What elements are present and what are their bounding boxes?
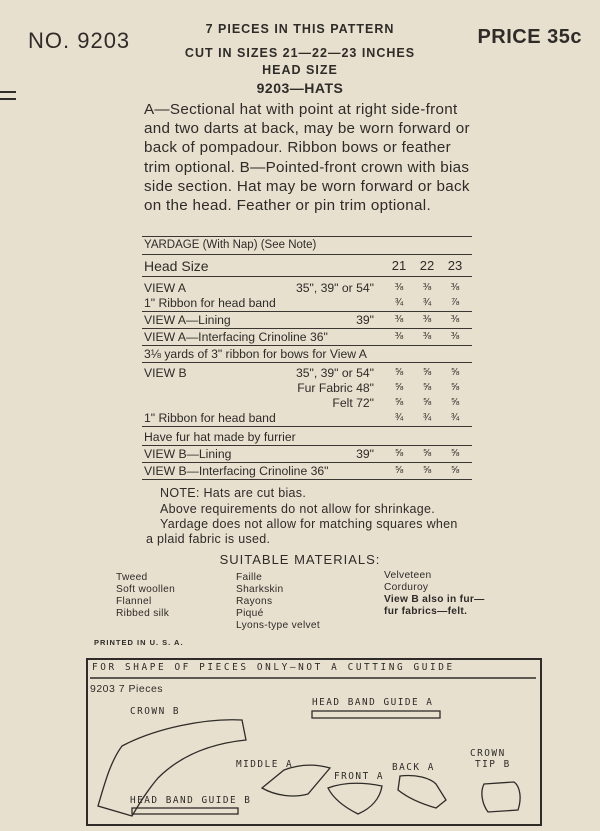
yardage-row-label: VIEW A	[144, 281, 186, 295]
guide-pattern-line: 9203 7 Pieces	[90, 683, 164, 695]
label-front-a: FRONT A	[334, 771, 385, 782]
yardage-row-label: VIEW A—Lining	[144, 313, 231, 327]
yardage-row	[144, 311, 474, 329]
note-line: a plaid fabric is used.	[146, 532, 271, 546]
label-back-a: BACK A	[392, 762, 435, 773]
yardage-row-fabric: Fur Fabric 48"	[297, 381, 374, 395]
yardage-value: ⅝	[422, 465, 432, 476]
yardage-value: ⅝	[450, 382, 460, 393]
label-head-band-a: HEAD BAND GUIDE A	[312, 697, 434, 708]
material-item: Piqué	[236, 608, 264, 619]
pattern-shapes	[86, 658, 542, 826]
material-item: fur fabrics—felt.	[384, 606, 468, 617]
yardage-value: ⅞	[450, 297, 460, 308]
yardage-value: ⅝	[450, 465, 460, 476]
pieces-line: 7 PIECES IN THIS PATTERN	[205, 22, 395, 36]
table-rule	[142, 362, 472, 363]
yardage-value: ⅝	[394, 367, 404, 378]
material-item: Velveteen	[384, 570, 432, 581]
materials-col-3	[384, 570, 485, 618]
note-line: Yardage does not allow for matching squares when	[160, 517, 458, 531]
yardage-value: ⅝	[422, 448, 432, 459]
yardage-value: ⅝	[450, 367, 460, 378]
yardage-value: ¾	[450, 412, 460, 423]
yardage-row	[144, 409, 474, 427]
pattern-title: 9203—HATS	[256, 80, 344, 96]
yardage-value: ⅝	[394, 448, 404, 459]
material-item: Corduroy	[384, 582, 429, 593]
yardage-row-label: Have fur hat made by furrier	[144, 430, 296, 444]
material-item: Flannel	[116, 596, 152, 607]
material-item: Ribbed silk	[116, 608, 170, 619]
materials-col-1	[116, 572, 175, 620]
head-size-label: Head Size	[144, 258, 209, 274]
label-head-band-b: HEAD BAND GUIDE B	[130, 795, 252, 806]
material-item: Lyons-type velvet	[236, 620, 320, 631]
yardage-value: ⅜	[422, 331, 432, 342]
note-line: Above requirements do not allow for shrinkage.	[160, 502, 436, 516]
yardage-row-label: VIEW B—Lining	[144, 447, 232, 461]
yardage-value: ⅝	[422, 367, 432, 378]
table-rule	[142, 479, 472, 480]
yardage-row-fabric: Felt 72"	[332, 396, 374, 410]
yardage-row	[144, 345, 474, 363]
pattern-number: NO. 9203	[28, 28, 131, 53]
table-rule	[142, 426, 472, 427]
yardage-value: ⅝	[422, 397, 432, 408]
material-item: Faille	[236, 572, 263, 583]
yardage-row-fabric: 39"	[356, 447, 374, 461]
yardage-row-fabric: 35", 39" or 54"	[295, 366, 374, 380]
yardage-value: ⅜	[422, 314, 432, 325]
price: PRICE 35c	[477, 26, 582, 48]
yardage-value: ¾	[422, 297, 432, 308]
yardage-value: ¾	[394, 297, 404, 308]
yardage-value: ⅜	[394, 331, 404, 342]
material-item: Soft woollen	[116, 584, 176, 595]
material-item: View B also in fur—	[384, 594, 485, 605]
printed-in-usa: PRINTED IN U. S. A.	[94, 638, 184, 647]
yardage-value: ⅜	[450, 331, 460, 342]
back-a-shape	[398, 775, 446, 808]
edge-mark-icon	[0, 88, 18, 112]
label-middle-a: MIDDLE A	[236, 759, 294, 770]
label-crown-b: CROWN B	[130, 706, 181, 717]
material-item: Sharkskin	[236, 584, 284, 595]
yardage-value: ⅜	[394, 282, 404, 293]
yardage-value: ⅝	[450, 448, 460, 459]
description: A—Sectional hat with point at right side-front and two darts at back, may be worn forward or back of pompadour. Ribbon bows or feather trim optional. B—Pointed-front crown with bias side section. Hat may be worn forward or back on the head. Feather or pin trim optional.	[144, 101, 470, 215]
yardage-value: ⅝	[422, 382, 432, 393]
head-band-a-shape	[312, 711, 440, 718]
head-size-line: HEAD SIZE	[262, 63, 338, 77]
yardage-row-label: 3⅛ yards of 3" ribbon for bows for View A	[144, 347, 367, 361]
yardage-value: ⅝	[394, 397, 404, 408]
yardage-value: ⅝	[394, 465, 404, 476]
yardage-row-label: VIEW A—Interfacing Crinoline 36"	[144, 330, 328, 344]
head-band-b-shape	[132, 808, 238, 814]
label-crown-tip-b-2: TIP B	[475, 759, 511, 770]
yardage-value: ¾	[394, 412, 404, 423]
yardage-row	[144, 294, 474, 312]
size-21: 21	[391, 258, 407, 273]
head-size-row	[144, 256, 474, 276]
note-line: NOTE: Hats are cut bias.	[160, 486, 307, 500]
material-item: Rayons	[236, 596, 273, 607]
size-22: 22	[419, 258, 435, 273]
yardage-row	[144, 445, 474, 463]
yardage-value: ⅜	[450, 314, 460, 325]
yardage-value: ¾	[422, 412, 432, 423]
guide-heading: FOR SHAPE OF PIECES ONLY—NOT A CUTTING GUIDE	[92, 662, 455, 673]
material-item: Tweed	[116, 572, 148, 583]
yardage-row-label: 1" Ribbon for head band	[144, 296, 276, 310]
yardage-row-label: VIEW B	[144, 366, 187, 380]
middle-a-shape	[262, 765, 330, 796]
yardage-value: ⅝	[450, 397, 460, 408]
yardage-value: ⅜	[450, 282, 460, 293]
sizes-line: CUT IN SIZES 21—22—23 INCHES	[184, 46, 416, 60]
yardage-heading: YARDAGE (With Nap) (See Note)	[144, 239, 317, 251]
yardage-row	[144, 462, 474, 480]
table-rule	[142, 276, 472, 277]
yardage-row-label: VIEW B—Interfacing Crinoline 36"	[144, 464, 329, 478]
label-crown-tip-b: CROWN	[470, 748, 506, 759]
crown-tip-b-shape	[482, 782, 520, 812]
size-23: 23	[447, 258, 463, 273]
materials-heading: SUITABLE MATERIALS:	[219, 552, 381, 567]
table-rule	[142, 254, 472, 255]
yardage-row-fabric: 39"	[356, 313, 374, 327]
yardage-value: ⅝	[394, 382, 404, 393]
crown-b-shape	[98, 720, 246, 816]
yardage-row-label: 1" Ribbon for head band	[144, 411, 276, 425]
yardage-row	[144, 428, 474, 446]
materials-col-2	[236, 572, 320, 632]
yardage-row-fabric: 35", 39" or 54"	[295, 281, 374, 295]
yardage-value: ⅜	[394, 314, 404, 325]
yardage-row	[144, 328, 474, 346]
front-a-shape	[328, 783, 382, 814]
yardage-value: ⅜	[422, 282, 432, 293]
